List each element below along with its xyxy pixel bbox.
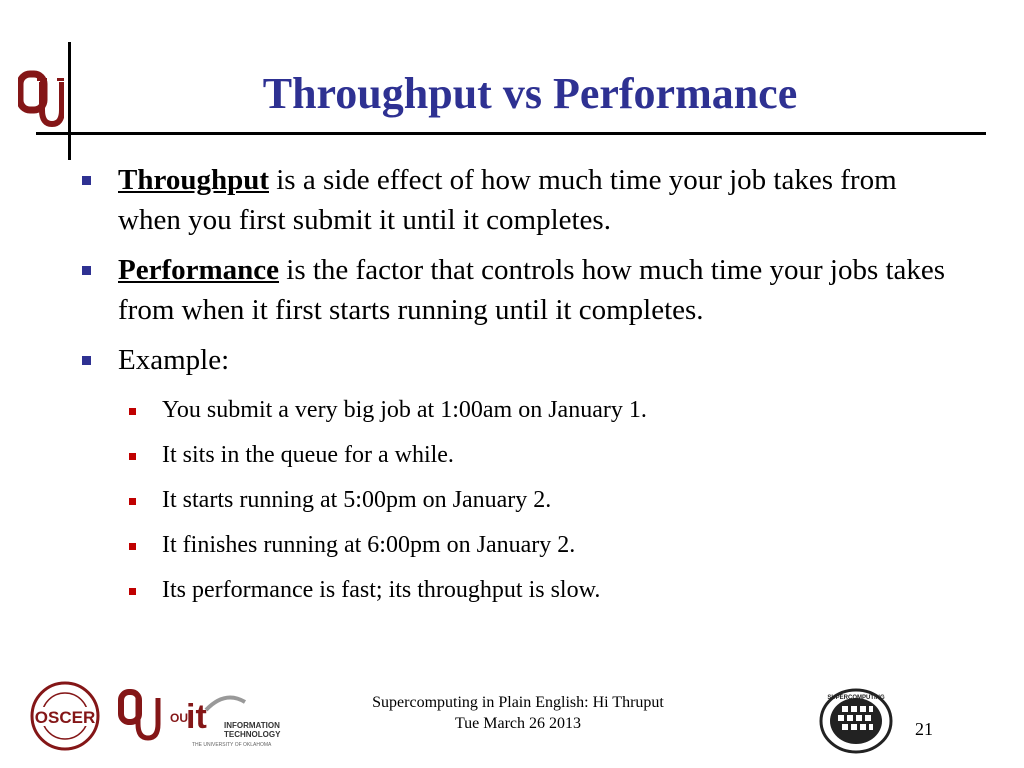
ou-logo-icon	[18, 68, 64, 132]
sub-bullet-square-icon	[129, 588, 136, 595]
footer-logos	[20, 680, 290, 752]
sub-bullet: It starts running at 5:00pm on January 2.	[125, 484, 960, 516]
bullet-example	[80, 340, 960, 380]
sub-bullet-square-icon	[129, 543, 136, 550]
bullet-text: is the factor that controls how much time your jobs takes from when it first starts running until it completes.	[118, 254, 946, 326]
slide-body	[80, 160, 960, 619]
svg-text:TECHNOLOGY: TECHNOLOGY	[224, 730, 281, 739]
slide-title: Throughput vs Performance	[262, 69, 798, 118]
bullet-text: Example:	[118, 344, 230, 376]
sub-bullet-square-icon	[129, 453, 136, 460]
sub-bullet: It sits in the queue for a while.	[125, 439, 960, 471]
footer-caption	[318, 692, 718, 734]
term-throughput: Throughput	[118, 164, 269, 196]
svg-text:OU: OU	[170, 711, 188, 725]
sub-bullet: Its performance is fast; its throughput is slow.	[125, 574, 960, 606]
svg-text:SUPERCOMPUTING: SUPERCOMPUTING	[827, 695, 885, 701]
footer-course-title: Supercomputing in Plain English: Hi Thruput	[372, 694, 664, 711]
bullet-text: is a side effect of how much time your job takes from when you first submit it until it completes.	[118, 164, 897, 236]
oscer-logo-icon	[32, 683, 98, 749]
page-number: 21	[915, 719, 933, 739]
bullet-square-icon	[82, 356, 91, 365]
sub-bullet: It finishes running at 6:00pm on January 2.	[125, 529, 960, 561]
svg-text:INFORMATION: INFORMATION	[224, 721, 280, 730]
term-performance: Performance	[118, 254, 280, 286]
information-technology-logo-icon	[170, 698, 281, 749]
svg-text:OSCER: OSCER	[34, 708, 96, 727]
title-vertical-rule	[68, 42, 71, 160]
bullet-performance	[80, 250, 960, 330]
sub-bullet: You submit a very big job at 1:00am on January 1.	[125, 394, 960, 426]
svg-text:it: it	[186, 698, 207, 736]
title-horizontal-rule	[36, 132, 986, 135]
ou-footer-logo-icon	[121, 692, 158, 738]
sub-bullet-square-icon	[129, 498, 136, 505]
bullet-square-icon	[82, 176, 91, 185]
footer-date: Tue March 26 2013	[454, 715, 582, 732]
bullet-square-icon	[82, 266, 91, 275]
sub-bullet-square-icon	[129, 408, 136, 415]
bullet-throughput	[80, 160, 960, 240]
supercomputing-logo-icon	[818, 688, 894, 754]
svg-text:THE UNIVERSITY OF OKLAHOMA: THE UNIVERSITY OF OKLAHOMA	[192, 742, 272, 748]
